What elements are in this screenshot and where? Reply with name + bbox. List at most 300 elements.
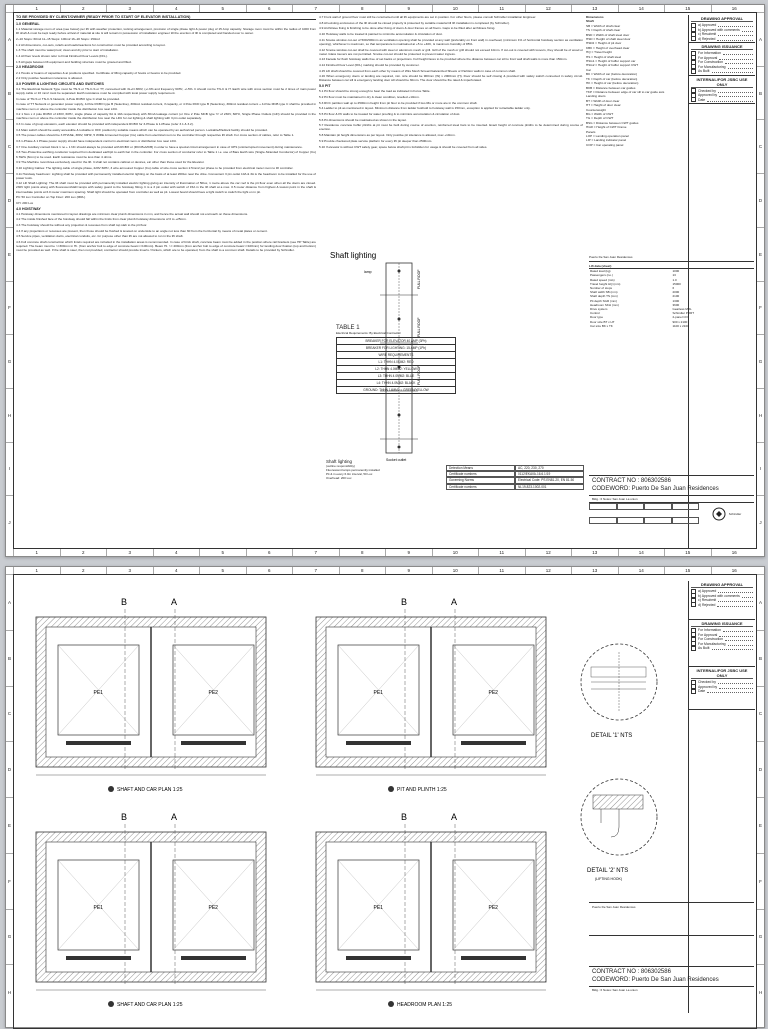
contract-no-label: CONTRACT NO :	[592, 969, 640, 975]
abbr-line: BSD = Width of shaft steel door	[586, 32, 630, 37]
internal-items	[691, 680, 753, 694]
ruler-mark: 1	[13, 567, 60, 574]
ruler-mark: 8	[339, 5, 386, 12]
approval-title: DRAWING APPROVAL	[691, 582, 753, 588]
table-row: BREAKER FOR ELEVATOR 40 AMP (3Ph)	[336, 337, 456, 345]
approval-items	[691, 23, 753, 41]
spec-key: Governing Norms	[446, 477, 515, 483]
signature-line	[742, 28, 753, 32]
note-item: 3.2 1 Nos x 2 pole RCBO of 230V, 60Hz, single phase of capacity 6A & 10A respectively with 30mA leakage current (or One 2 Pole MCB type 'C' of 230V, 60Hz, Single Phase Outlets (GFI) should be provided in the machine room or above the controller inside the distribution box near the LDU for car lighting & shaft lighting with 3 pin outlet separately.	[16, 112, 316, 121]
note-item: 4.14 Finished Floor Level (FFL) marking should be provided by customer.	[319, 63, 420, 67]
abbr-line: BG = Width of CWT	[586, 111, 614, 116]
door-sill	[461, 741, 526, 745]
ruler-mark: D	[757, 741, 764, 797]
data-value: 1000	[672, 269, 680, 274]
data-value: 2-panel CO	[672, 315, 688, 320]
data-value: Schindler PORT	[672, 311, 695, 316]
note-item: 4.16 When emergency doors or landing are required, min. size should be 900mm (W) x 2000mm (H). Door should be self closing & provided with safety switch connected in safety circuit. Distance between car sill & emergency landing door sill should be 30mm. The door should be fire rated & imperforated.	[319, 74, 583, 83]
view-caption: HEADROOM PLAN 1:25	[397, 1002, 453, 1008]
detail-1-label: DETAIL '1' NTS	[591, 733, 633, 739]
signature-line	[707, 98, 753, 102]
view-caption: SHAFT AND CAR PLAN 1:25	[117, 1002, 183, 1008]
checklist-label: d) Rejected	[698, 36, 716, 41]
checklist-row	[691, 98, 753, 103]
ruler-mark: I	[6, 442, 13, 496]
checklist-row	[691, 689, 753, 694]
ruler-mark: 10	[432, 567, 479, 574]
checklist-label: For Manufacturing	[698, 641, 726, 646]
car-label: PE1	[93, 905, 103, 911]
abbr-line: TS = Depth of shaft clear	[586, 28, 621, 33]
checklist-label: c) Resubmit	[698, 32, 717, 37]
checklist-label: For Construction	[698, 60, 724, 65]
codeword-label: CODEWORD:	[592, 976, 630, 983]
row-ruler-left	[6, 574, 13, 1020]
note-item: 4.2 The inside finished face of the hoistway should fall within the limits from clear plumb hoistway dimensions of 0 to +25mm.	[16, 217, 187, 222]
ruler-mark: 10	[432, 549, 479, 556]
ruler-mark: 9	[385, 5, 432, 12]
ruler-mark: 12	[525, 5, 572, 12]
note-item: 4.6 Full concrete shaft construction which lintels required are included in the installation areas is recommended. In case of brick shaft, concrete beam must be added in the position where rail brackets (see HP Table) are required. The beam must be >=300mm in Ht. (from anchor bolt to edge of concrete beam>=100mm). Beam Ht. >= 400mm (from anchor bolt to edge of concrete beam>=100mm) for landing door fixation (top and bottom) must be provided as well. If the shaft is steel, then not provided, contractor should provide Inserts / Kickers, which are to be operated, from the shaft to a common shaft. Details to be provided by Schindler.	[16, 240, 316, 253]
abbr-line: HGR = Height of CWT Frame	[586, 125, 627, 130]
door-sill	[346, 741, 411, 745]
spec-value: AC, 220, 230, 270	[515, 465, 584, 471]
ruler-mark: 15	[664, 567, 711, 574]
contract-no: 806302586	[640, 969, 671, 975]
contract-no-label: CONTRACT NO :	[592, 478, 640, 484]
checklist-label: For Manufacturing	[698, 64, 726, 69]
abbr-line: SB = Width of shaft clear	[586, 23, 621, 28]
note-item: 5.1 Pit floor should be strong enough to bear the load as indicated in Force Table.	[319, 89, 431, 94]
note-item: 1.1 Material storage room of area (see below) per lift with weather protection, locking arrangement, provision of single phase light & power plug of 15 Amp capacity. Storage room must be within the radius of 1000 from lift shaft & must be kept ready before arrival of material at site & will remain in possession of installation engineer till the erection of lift is completed and handed over to owner.	[16, 27, 316, 36]
car-label: PE2	[208, 905, 218, 911]
note-item: 5.4 Ladder to pit as mentioned in layout. Minimum distance from ladder foothold to hoistway wall is 150mm, exception is applied for retractable ladder only.	[319, 106, 531, 111]
data-value: 1.0	[672, 277, 677, 282]
note-item: 4.3 The hoistway should be without any projection & recesses from shaft top slab to the pit floor.	[16, 223, 148, 228]
ruler-mark: 15	[664, 549, 711, 556]
note-item: 4.7 Front wall of ground floor must still be constructed until all lift equipments are set in position. For other floors, please consult Schindler installation Engineer.	[319, 15, 537, 19]
ruler-mark: C	[6, 119, 13, 173]
ruler-mark: C	[6, 686, 13, 742]
ruler-mark: 5	[199, 5, 246, 12]
door-sill	[461, 956, 526, 960]
data-value: 13	[672, 273, 676, 278]
view-marker-icon	[388, 1001, 394, 1007]
view-caption: SHAFT AND CAR PLAN 1:25	[117, 787, 183, 793]
plan-views	[36, 597, 546, 1008]
signature-line	[718, 89, 753, 93]
ruler-mark: 6	[246, 567, 293, 574]
note-item: 1.2 All dimensions, cut-outs, reliefs and loads/reactions for construction must be provided according to layout.	[16, 42, 166, 47]
checklist-row	[691, 37, 753, 42]
electrical-requirements-table	[336, 325, 456, 394]
lamp-icon	[398, 414, 401, 417]
checklist-row	[691, 603, 753, 608]
note-item: 4.8 All existing enclosures of the lift should be closed properly & protected by suitable material till lift installation is completed (by Schindler).	[319, 20, 510, 25]
data-value: 1100 x 2100	[672, 323, 689, 328]
note-item: 4.1 Hoistway dimensions mentioned in layout drawings are minimum clear plumb dimensions in mm, and hence the actual wall should not encroach on these dimensions.	[16, 211, 248, 216]
building-note: Bldg.: 6 Notes: San Juan La union	[589, 496, 754, 503]
internal-items	[691, 89, 753, 103]
project-label: Puerto De San Juan Residences	[589, 255, 754, 262]
signature-line	[723, 628, 753, 632]
note-item: 3.1 The Electrical Network Type must be TN-S or TN-C-S or TT, connected with 3L+N 380V, (+/-6% and frequency 60Hz, +/-5%. It should not be TN-C & IT. Earth wire with cross section must be 2 times of main power supply cable or 16 mm2 must be separated. Earth resistance must be complied with local power supply requirement.	[16, 86, 316, 96]
internal-box	[689, 76, 755, 105]
ruler-mark: 3	[106, 567, 153, 574]
ruler-mark: G	[757, 909, 764, 965]
checklist-label: Approved by	[698, 93, 718, 98]
ruler-mark: 5	[199, 549, 246, 556]
abbr-line: BSG = Distance between CWT guides	[586, 120, 639, 125]
ruler-mark: J	[6, 495, 13, 549]
ruler-mark: I	[757, 442, 764, 496]
note-item: PIt: 50 Lux Controller on Top Floor: 200 Lux (MRL)	[16, 195, 86, 200]
ruler-mark: H	[757, 388, 764, 442]
ruler-mark: B	[757, 66, 764, 120]
abbr-line: Landing doors	[586, 94, 606, 99]
ruler-mark: H	[6, 388, 13, 442]
note-item: 5.3 RCC partition wall up to 2500mm height from pit floor to be provided if two lifts or more are in the common shaft.	[319, 100, 478, 105]
abbr-line: LOP = Landing operation panel	[586, 133, 629, 138]
note-item: 3.10 Lighting Cables: The lighting cable of single phase, 220V 60Hz, 3 wire armoured Copper (Cu) cable of size cross section 2.5mm2 per phase to be provided from electrical meter room to lift controller.	[16, 165, 294, 170]
section-mark-b: B	[121, 597, 128, 607]
ruler-mark: 11	[478, 567, 525, 574]
abbr-line: HSD = Height of shaft steel door	[586, 37, 631, 42]
row-ruler-left	[6, 12, 13, 549]
shaft-floor-label: FULL ROOF	[417, 365, 421, 385]
note-item: 4.9 Architrave fixing & finishing to be done after fixing of doors & door frames on all floors. Gaps to be filled after architrave fixing.	[319, 26, 496, 31]
data-value: 1300	[672, 298, 680, 303]
note-item: 5.5 Pit floor & Pit walls to be treated for water proofing & to minimize accumulation & circulation of dust.	[319, 112, 461, 116]
ruler-mark: 16	[711, 567, 758, 574]
section-mark-b: B	[401, 597, 408, 607]
ruler-mark: 6	[246, 5, 293, 12]
checklist-label: As Built	[698, 646, 710, 651]
ruler-mark: 11	[478, 549, 525, 556]
row-ruler-right	[757, 574, 764, 1020]
car-label: PE2	[208, 690, 218, 696]
car-label: PE2	[488, 690, 498, 696]
abbr-line: LIP = Landing indicator panel	[586, 138, 627, 143]
ruler-mark: E	[757, 797, 764, 853]
contract-lines	[589, 476, 754, 496]
drawing-approval-box	[689, 15, 755, 43]
note-item: 5.9 Provide checkered plate service platform for every lift pit deeper than 2500mm.	[319, 138, 433, 143]
ruler-mark: 3	[106, 5, 153, 12]
note-item: 3.4 Main switch should be easily accessible & lockable in OFF position by suitable means which can be operated by an authorized person. Lockable/Padlock facility should be provided.	[16, 127, 268, 132]
car-label: PE1	[373, 905, 383, 911]
signature-line	[728, 642, 753, 646]
section-heading: 3.0 POWER & LIGHTING CIRCUITS AND SWITCHES	[16, 81, 104, 86]
note-item: 3.3 In case of group elevators, each elevator should be provided with independent RCBO for 3-Phase & 1-Phase (refer 3.1 & 3.2).	[16, 122, 194, 126]
note-item: 5.6 Pit dimensions should be maintained as shown in the layout.	[319, 117, 407, 122]
ruler-mark: 4	[153, 549, 200, 556]
checkbox-icon	[691, 69, 696, 74]
section-mark-a: A	[451, 597, 458, 607]
note-item: 4.5 Service pipes, ventilation ducts, electrical conduits, etc. for purpose other than lift are not allowed to run in the lift shaft.	[16, 234, 184, 239]
signature-line	[718, 23, 753, 27]
data-key: Drive system	[590, 307, 608, 312]
drawing-issuance-box	[689, 43, 755, 76]
note-item: 2.1 Hooks or beams of capacities & at positions specified. Certificate of lifting capacity of hooks or beams to be provided.	[16, 70, 182, 75]
door-sill	[346, 956, 411, 960]
ruler-mark: D	[757, 173, 764, 227]
shaft-lighting-note	[326, 460, 426, 480]
note-item: 5.8 Maintain pit height dimensions as per layout. Only positive pit tolerance is allowed, max +10mm.	[319, 133, 456, 138]
checklist-label: b) Approved with comments	[698, 593, 740, 598]
door-sill	[66, 741, 131, 745]
ruler-mark: 1	[13, 549, 60, 556]
detail-1-content	[591, 652, 646, 712]
ruler-mark: A	[757, 574, 764, 630]
note-item: 3.6 1-Phase & 1 Phase power supply should have independent control in electrical room or distribution box near LDU.	[16, 139, 177, 144]
note-item: 4.12 Smoke window cut-out shall be covered with steel or aluminum mesh or grill. Grill of the mesh or grill should not exceed 10mm. If cut-out is covered with louvers, they should be of wood or metal. Glass louvers are not permitted. Smoke cut-out should be protected to prevent water ingress.	[319, 47, 583, 56]
ruler-mark: 2	[60, 567, 107, 574]
table-row: GROUND: THHN 14MM2 = GREEN/YELLOW	[336, 387, 456, 394]
note-item: 1.5 All gaps between lift equipment and building structure must be grouted and filled.	[16, 59, 132, 64]
ruler-mark: 14	[618, 567, 665, 574]
signature-line	[718, 680, 753, 684]
ruler-mark: 6	[246, 549, 293, 556]
data-value: 3600	[672, 302, 680, 307]
column-ruler-bottom	[13, 549, 757, 556]
signature-line	[718, 598, 753, 602]
ruler-mark: G	[6, 334, 13, 388]
signature-line	[717, 37, 753, 41]
data-key: Door size BT x HT	[590, 319, 615, 324]
spec-value: 0112/EKAVA-16.6.1/19	[515, 471, 584, 477]
data-key: Rated load (kg)	[590, 269, 611, 274]
spec-row	[446, 484, 584, 490]
notes-list	[16, 22, 316, 252]
data-value: 2000	[672, 290, 680, 295]
data-value: 6	[672, 286, 675, 291]
codeword-label: CODEWORD:	[592, 485, 630, 492]
checklist-label: For Information	[698, 628, 721, 633]
note-item: 3.12 Lift Shaft Lighting: The lift shaft must be provided with permanently installed electric lighting giving an intensity of illumination of 50lux, 1 metre above the car roof & the pit floor even when all the doors are closed. 230V light points along with fluorescent/LED lamps with safety guard to the hoistway fitting. It is a 3 pin outlet with switch of 15A in the lift shaft at a max. 0.5 meter distance from highest & lowest point in the shaft & intermediate points at 6.0 meter maximum spacing. Shaft light should be operated from controller as well as pit. Lowest board should have a light switch to switch the light on in pit.	[16, 181, 316, 194]
drawing-approval-box	[689, 581, 755, 620]
signature-line	[719, 685, 753, 689]
data-key: Control	[590, 311, 600, 316]
ruler-mark: H	[757, 964, 764, 1020]
signature-line	[718, 32, 753, 36]
abbr-line: BKB = Distance between car guides	[586, 85, 636, 90]
note-item: 2~10 Stops: 60m2 11~15 Stops: 100m2 16~20 Stops: 150m2	[16, 36, 100, 41]
note-line: Pit & in every 6.0m interval, 50 Lux	[326, 472, 373, 476]
checkbox-icon	[691, 646, 696, 651]
spec-key: Detection Means	[446, 465, 515, 471]
note-line: Overhead: 200 Lux	[326, 476, 352, 480]
lamp-icon	[398, 318, 401, 321]
section-mark-b: B	[121, 812, 128, 822]
shaft-lighting-title: Shaft lighting	[330, 251, 377, 260]
issuance-title: DRAWING ISSUANCE	[691, 621, 753, 627]
project-box	[589, 903, 754, 936]
view-caption: PIT AND PLINTH 1:25	[397, 787, 447, 793]
row-ruler-right	[757, 12, 764, 549]
ruler-mark: G	[757, 334, 764, 388]
ruler-mark: 8	[339, 549, 386, 556]
ruler-mark: A	[6, 12, 13, 66]
view-marker-icon	[108, 786, 114, 792]
note-item: 3.7 One Auxiliary contact block 1 no + 1 NC should always be provided with RCBO or (RCCB+MCB) in order to have a special circuit arrangement in case of UPS (uninterrupted movement) during maintenance.	[16, 144, 303, 149]
checklist-label: Date	[698, 97, 706, 102]
spec-value: NL19-823-1002-001	[515, 484, 584, 490]
abbr-line: TK = Depth of car (before decoration)	[586, 76, 638, 81]
lift-plans-drawing	[16, 577, 576, 1027]
ruler-mark: J	[757, 495, 764, 549]
certification-spec-table	[446, 465, 584, 490]
note-item: 4.15 Lift shaft should be covered from each other by means of Wire Mesh Screen/Galvanized Sheets or Partition walls in case of common shaft.	[319, 68, 516, 73]
abbreviations-legend	[586, 15, 686, 185]
abbr-line: HK = Height of car (before decoration)	[586, 81, 639, 86]
signature-line	[728, 65, 753, 69]
issuance-items	[691, 51, 753, 74]
spec-key: Certificate numbers	[446, 484, 515, 490]
door-sill	[181, 741, 246, 745]
spec-key: Certificate numbers	[446, 471, 515, 477]
signature-line	[719, 633, 753, 637]
ruler-mark: 13	[571, 567, 618, 574]
codeword: Puerto De San Juan Residences	[631, 976, 719, 983]
column-ruler-top	[13, 567, 757, 574]
lift-data-rows	[589, 268, 754, 328]
ruler-mark: 10	[432, 5, 479, 12]
checkbox-icon	[691, 36, 696, 41]
ruler-mark: B	[6, 630, 13, 686]
abbr-line: TG = Depth of CWT	[586, 116, 614, 121]
note-item: 4.4 If any projections or recesses are present, then those should be flushed & leveled on underside to an angle not less than 60 from the horizontal by means of metal plates or cement.	[16, 228, 268, 233]
ruler-mark: 8	[339, 567, 386, 574]
checkbox-icon	[691, 689, 696, 694]
ruler-mark: F	[6, 281, 13, 335]
detail-2-content	[593, 795, 643, 837]
building-note: Bldg.: 6 Notes: San Juan La union	[592, 988, 638, 992]
ruler-mark: 7	[292, 567, 339, 574]
ruler-mark: 4	[153, 567, 200, 574]
note-item: 3.11 Hoistway headroom: Lighting shall be provided with permanently installed electric lighting on the basis of at least 200lux near the drive. Convenient 3 pin outlet 10A & 3A is the headroom to be installed for the use of power tools.	[16, 171, 316, 180]
ruler-mark: 12	[525, 549, 572, 556]
checklist-row	[691, 646, 753, 651]
hoistway-pit-notes-column	[319, 15, 583, 247]
checklist-label: b) Approved with comments	[698, 27, 740, 32]
table-subtitle: Electrical Requirements: By Electrical Contractor	[336, 331, 401, 335]
ruler-mark: 7	[292, 549, 339, 556]
ruler-mark: C	[757, 686, 764, 742]
ruler-mark: 13	[571, 5, 618, 12]
data-key: Number of stops	[590, 286, 613, 291]
note-item: 3.9 The Machine room/Area exclusively used for the lift. It shall not contains cabinet or devices, etc other than those used for the Elevator.	[16, 160, 205, 165]
section-mark-a: A	[451, 812, 458, 822]
ruler-mark: E	[6, 227, 13, 281]
section-heading: 4.0 HOISTWAY	[16, 206, 41, 211]
ruler-mark: 9	[385, 549, 432, 556]
contract-lines	[589, 967, 754, 987]
ruler-mark: B	[6, 66, 13, 120]
contract-block	[589, 902, 754, 993]
approval-items	[691, 589, 753, 607]
data-key: Shaft width SB (mm)	[590, 290, 618, 295]
view-marker-icon	[108, 1001, 114, 1007]
column-ruler-top	[13, 5, 757, 12]
checklist-label: d) Rejected	[698, 602, 716, 607]
signature-line	[725, 60, 753, 64]
abbr-line: HSG2 = Height of buffer support CWT	[586, 63, 639, 68]
signature-line	[707, 689, 753, 693]
view-marker-icon	[388, 786, 394, 792]
ruler-mark: A	[757, 12, 764, 66]
lamp-icon	[398, 270, 401, 273]
signature-line	[717, 603, 753, 607]
ruler-mark: 15	[664, 5, 711, 12]
abbr-line: HQ = Travel height	[586, 50, 612, 55]
abbr-line: TKP = Distance between edge of car sill to car guide axis	[586, 89, 665, 94]
abbr-line: HT = Height of door clear	[586, 103, 621, 108]
data-key: Headroom SKH (mm)	[590, 302, 619, 307]
note-item: 5.10 If elevator is without CWT safety gear, space below shaft pit is forbidden for usage & should be covered from all sides.	[319, 144, 488, 149]
door-sill	[66, 956, 131, 960]
signature-line	[719, 56, 753, 60]
table-row: L4: THHN 4.0MM2: BLACK	[336, 380, 456, 387]
ruler-mark: F	[6, 853, 13, 909]
ruler-mark: H	[6, 964, 13, 1020]
checklist-label: As Built	[698, 69, 710, 74]
signature-line	[723, 51, 753, 55]
ruler-mark: 5	[199, 567, 246, 574]
drawing-issuance-box	[689, 620, 755, 667]
checklist-label: Approved by	[698, 684, 718, 689]
checklist-label: Date	[698, 689, 706, 694]
car-label: PE1	[373, 690, 383, 696]
approval-title: DRAWING APPROVAL	[691, 16, 753, 22]
note-item: 5.7 Residence concrete buffer plinths at pit must be built during course of erection, reinforced steel bars to be inserted. Exact height of concrete plinths to be determined during course of erection.	[319, 123, 583, 132]
door-sill	[181, 956, 246, 960]
revision-grid	[589, 503, 699, 531]
ruler-mark: 1	[13, 5, 60, 12]
ruler-mark: 2	[60, 5, 107, 12]
checklist-label: For Construction	[698, 637, 724, 642]
company-logo	[699, 503, 754, 525]
ruler-mark: D	[6, 741, 13, 797]
data-key: Pit depth SGR (mm)	[590, 298, 618, 303]
checkbox-icon	[691, 97, 696, 102]
abbr-line: BT = Width of door clear	[586, 98, 620, 103]
note-item: In case of TN-S or TN-C-S Network, 4-Pole RCBO type C shall be provided.	[16, 96, 120, 101]
car-label: PE1	[93, 690, 103, 696]
checklist-label: c) Resubmit	[698, 598, 717, 603]
spec-rows	[446, 465, 584, 490]
ruler-mark: E	[6, 797, 13, 853]
ruler-mark: F	[757, 281, 764, 335]
abbr-shaft-title: Shaft	[586, 19, 594, 24]
data-value: Gearless MRL	[672, 307, 692, 312]
note-item: CH: 200 Lux	[16, 200, 34, 205]
note-item: 2.2 Only positive headroom tolerance is allowed.	[16, 76, 83, 81]
ruler-mark: 11	[478, 5, 525, 12]
ruler-mark: B	[757, 630, 764, 686]
abbr-line: HSD2 = Height of pit door	[586, 41, 622, 46]
section-heading: 2.0 HEADROOM	[16, 65, 44, 70]
data-key: Travel height HQ (mm)	[590, 281, 621, 286]
table-rows	[336, 337, 456, 394]
ruler-mark: 7	[292, 5, 339, 12]
codeword: Puerto De San Juan Residences	[631, 485, 719, 492]
ruler-mark: C	[757, 119, 764, 173]
ruler-mark: E	[757, 227, 764, 281]
shaft-lighting-note-title: Shaft lighting	[326, 459, 353, 464]
ruler-mark: G	[6, 909, 13, 965]
ruler-mark: 14	[618, 5, 665, 12]
